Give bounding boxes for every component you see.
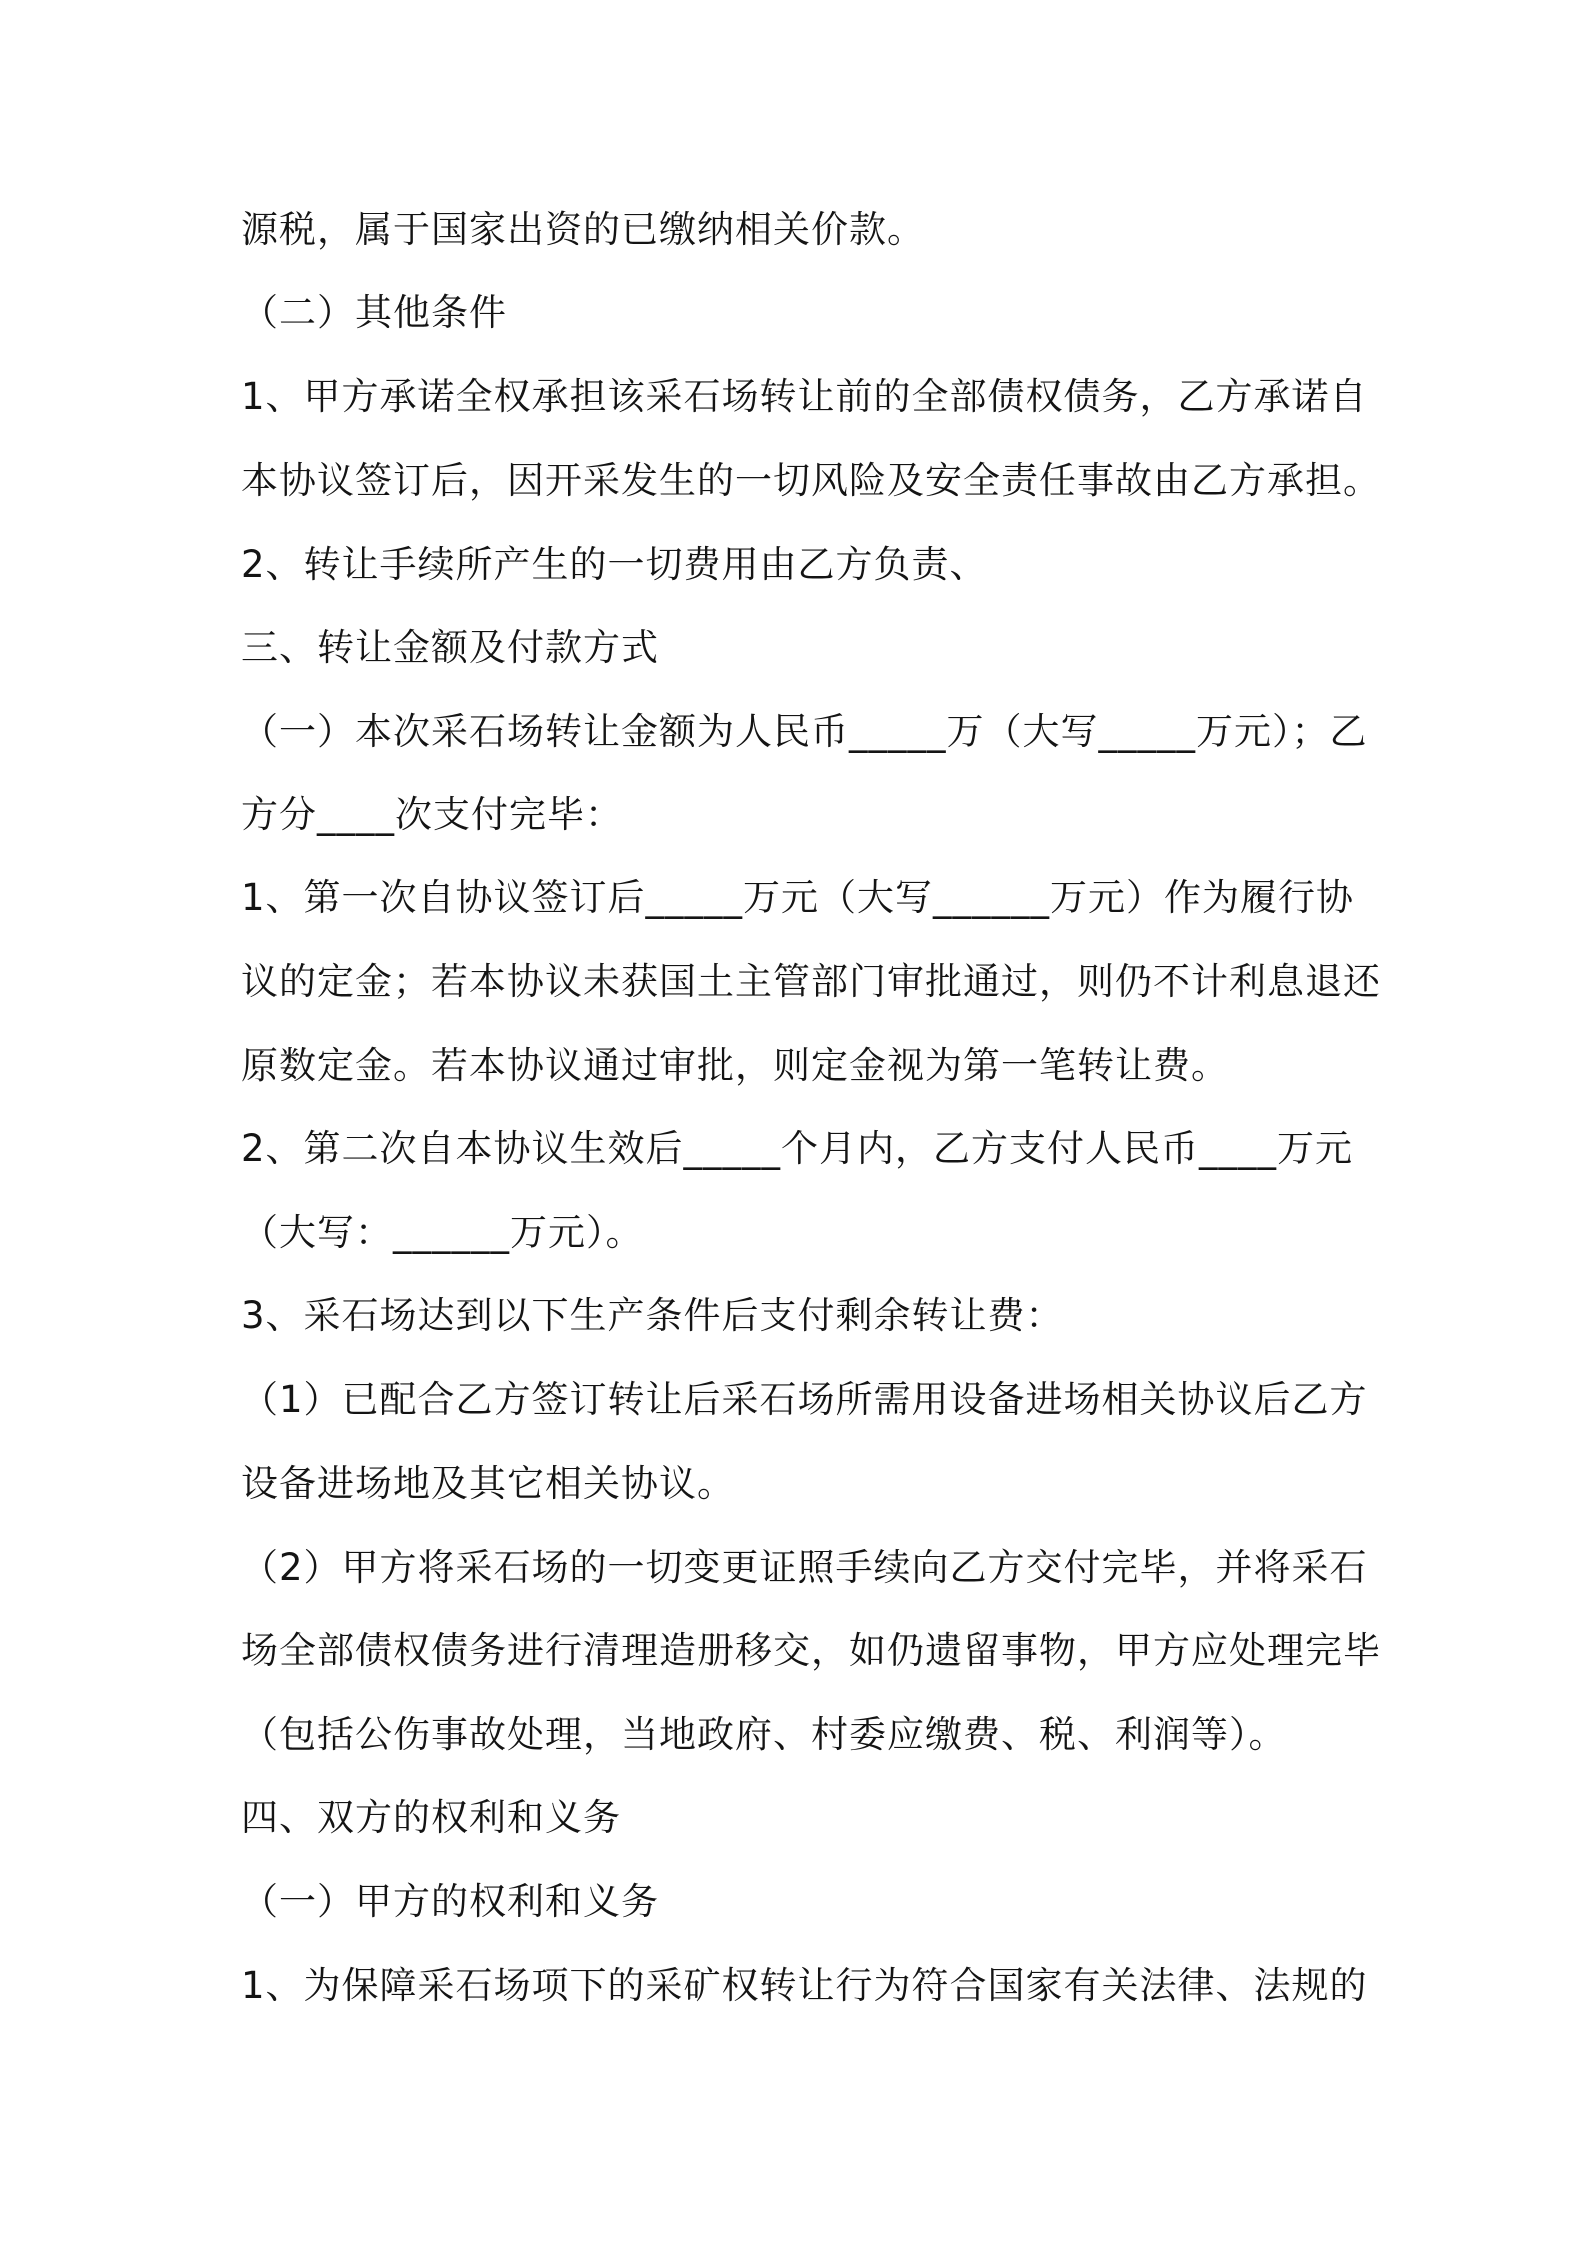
text-line: 1、为保障采石场项下的采矿权转让行为符合国家有关法律、法规的 (241, 1964, 1368, 2007)
text-line: 设备进场地及其它相关协议。 (241, 1462, 735, 1505)
text-line: 2、第二次自本协议生效后_____个月内，乙方支付人民币____万元 (241, 1127, 1354, 1170)
text-line: 1、甲方承诺全权承担该采石场转让前的全部债权债务，乙方承诺自 (241, 375, 1368, 418)
text-line: （大写：______万元）。 (241, 1211, 644, 1254)
section-heading: （二）其他条件 (241, 291, 507, 334)
section-heading: 四、双方的权利和义务 (241, 1796, 621, 1839)
section-heading: （一）甲方的权利和义务 (241, 1880, 659, 1923)
text-line: （包括公伤事故处理，当地政府、村委应缴费、税、利润等）。 (241, 1713, 1287, 1756)
text-line: 本协议签订后，因开采发生的一切风险及安全责任事故由乙方承担。 (241, 459, 1381, 502)
text-line: 议的定金；若本协议未获国土主管部门审批通过，则仍不计利息退还 (241, 960, 1381, 1003)
text-line: 3、采石场达到以下生产条件后支付剩余转让费： (241, 1294, 1064, 1337)
text-line: 方分____次支付完毕： (241, 793, 623, 836)
section-heading: 三、转让金额及付款方式 (241, 626, 659, 669)
text-line: 源税，属于国家出资的已缴纳相关价款。 (241, 208, 925, 251)
text-line: （一）本次采石场转让金额为人民币_____万（大写_____万元）；乙 (241, 710, 1368, 753)
text-line: 1、第一次自协议签订后_____万元（大写______万元）作为履行协 (241, 876, 1355, 919)
text-line: 原数定金。若本协议通过审批，则定金视为第一笔转让费。 (241, 1044, 1229, 1087)
text-line: 2、转让手续所产生的一切费用由乙方负责、 (241, 543, 988, 586)
text-line: （1）已配合乙方签订转让后采石场所需用设备进场相关协议后乙方 (241, 1378, 1368, 1421)
text-line: （2）甲方将采石场的一切变更证照手续向乙方交付完毕，并将采石 (241, 1546, 1368, 1589)
text-line: 场全部债权债务进行清理造册移交，如仍遗留事物，甲方应处理完毕 (241, 1629, 1381, 1672)
